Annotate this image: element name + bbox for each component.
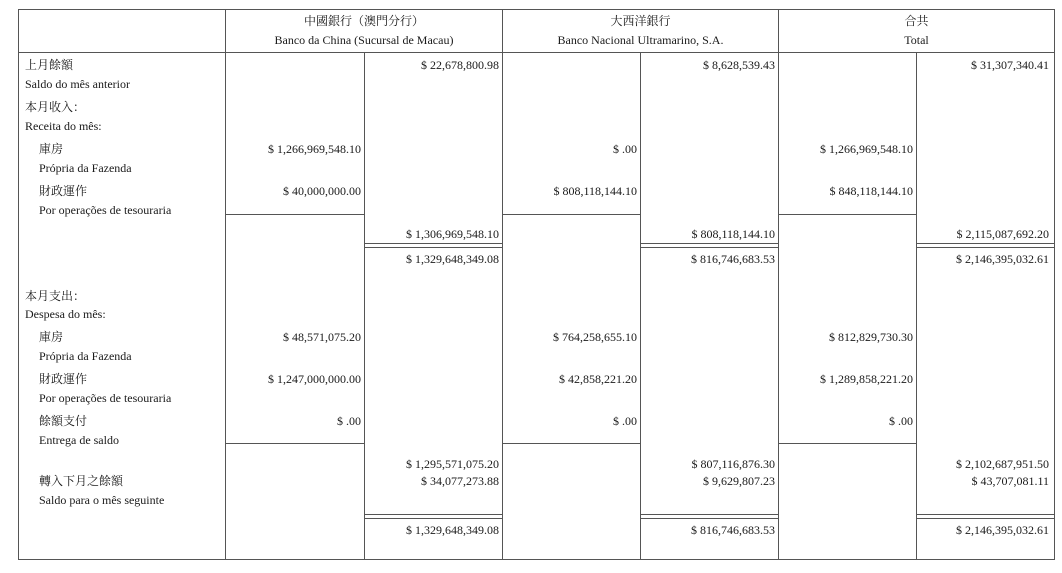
boc-next: $ 34,077,273.88 <box>421 474 499 488</box>
total-rec-dbl-a <box>917 243 1054 244</box>
total-exp-sum: $ 2,102,687,951.50 <box>956 457 1049 471</box>
bnu-grand-dbl-b <box>641 518 778 519</box>
header-bnu-zh: 大西洋銀行 <box>610 14 671 28</box>
total-next: $ 43,707,081.11 <box>971 474 1049 488</box>
label-fazenda2-zh: 庫房 <box>39 330 64 344</box>
label-treasury-pt: Por operações de tesouraria <box>39 203 172 217</box>
boc-exp-treasury: $ 1,247,000,000.00 <box>268 372 361 386</box>
bnu-grand: $ 816,746,683.53 <box>691 523 775 537</box>
label-delivery-zh: 餘額支付 <box>39 414 88 428</box>
bnu-next: $ 9,629,807.23 <box>703 474 775 488</box>
header-boc-zh: 中國銀行（澳門分行） <box>303 14 424 28</box>
boc-rec-fazenda: $ 1,266,969,548.10 <box>268 142 361 156</box>
total-grand: $ 2,146,395,032.61 <box>956 523 1049 537</box>
header-total-zh: 合共 <box>904 14 929 28</box>
boc-rec-treasury: $ 40,000,000.00 <box>283 184 361 198</box>
boc-exp-underline <box>226 443 364 444</box>
bnu-rec-total: $ 816,746,683.53 <box>691 252 775 266</box>
total-rec-total: $ 2,146,395,032.61 <box>956 252 1049 266</box>
label-treasury2-pt: Por operações de tesouraria <box>39 391 172 405</box>
label-next-zh: 轉入下月之餘額 <box>39 474 124 488</box>
label-prev-zh: 上月餘額 <box>25 58 74 72</box>
bottom-border <box>18 559 1055 560</box>
total-grand-dbl-a <box>917 514 1054 515</box>
boc-rec-dbl-a <box>365 243 502 244</box>
label-fazenda-pt: Própria da Fazenda <box>39 161 132 175</box>
total-rec-fazenda: $ 1,266,969,548.10 <box>820 142 913 156</box>
label-fazenda-zh: 庫房 <box>39 142 64 156</box>
bnu-prev: $ 8,628,539.43 <box>703 58 775 72</box>
total-rec-treasury: $ 848,118,144.10 <box>829 184 913 198</box>
right-border <box>1054 9 1055 560</box>
boc-exp-sum: $ 1,295,571,075.20 <box>406 457 499 471</box>
total-prev: $ 31,307,340.41 <box>971 58 1049 72</box>
left-border <box>18 9 19 560</box>
total-exp-delivery: $ .00 <box>889 414 913 428</box>
bnu-exp-underline <box>503 443 640 444</box>
bnu-exp-treasury: $ 42,858,221.20 <box>559 372 637 386</box>
total-rec-sum: $ 2,115,087,692.20 <box>956 227 1049 241</box>
col-divider <box>502 9 503 560</box>
label-treasury-zh: 財政運作 <box>39 184 88 198</box>
bnu-exp-sum: $ 807,116,876.30 <box>691 457 775 471</box>
bnu-exp-fazenda: $ 764,258,655.10 <box>553 330 637 344</box>
boc-rec-dbl-b <box>365 247 502 248</box>
label-receipts-zh: 本月收入： <box>25 100 86 114</box>
total-exp-underline <box>779 443 916 444</box>
bnu-exp-delivery: $ .00 <box>613 414 637 428</box>
boc-grand-dbl-b <box>365 518 502 519</box>
label-expenses-pt: Despesa do mês: <box>25 307 106 321</box>
header-divider <box>18 52 1055 53</box>
bnu-rec-treasury: $ 808,118,144.10 <box>553 184 637 198</box>
label-prev-pt: Saldo do mês anterior <box>25 77 130 91</box>
bnu-rec-fazenda: $ .00 <box>613 142 637 156</box>
col-divider <box>778 9 779 560</box>
header-bnu-pt: Banco Nacional Ultramarino, S.A. <box>557 33 724 47</box>
boc-rec-total: $ 1,329,648,349.08 <box>406 252 499 266</box>
bnu-rec-dbl-a <box>641 243 778 244</box>
total-grand-dbl-b <box>917 518 1054 519</box>
bnu-grand-dbl-a <box>641 514 778 515</box>
top-border <box>18 9 1055 10</box>
bnu-rec-underline <box>503 214 640 215</box>
boc-exp-fazenda: $ 48,571,075.20 <box>283 330 361 344</box>
total-rec-dbl-b <box>917 247 1054 248</box>
total-exp-treasury: $ 1,289,858,221.20 <box>820 372 913 386</box>
label-delivery-pt: Entrega de saldo <box>39 433 119 447</box>
header-total-pt: Total <box>904 33 929 47</box>
label-expenses-zh: 本月支出： <box>25 289 86 303</box>
boc-rec-underline <box>226 214 364 215</box>
boc-grand: $ 1,329,648,349.08 <box>406 523 499 537</box>
label-next-pt: Saldo para o mês seguinte <box>39 493 165 507</box>
bnu-rec-sum: $ 808,118,144.10 <box>691 227 775 241</box>
bnu-rec-dbl-b <box>641 247 778 248</box>
boc-exp-delivery: $ .00 <box>337 414 361 428</box>
label-fazenda2-pt: Própria da Fazenda <box>39 349 132 363</box>
boc-grand-dbl-a <box>365 514 502 515</box>
total-exp-fazenda: $ 812,829,730.30 <box>829 330 913 344</box>
col-divider <box>225 9 226 560</box>
boc-rec-sum: $ 1,306,969,548.10 <box>406 227 499 241</box>
label-treasury2-zh: 財政運作 <box>39 372 88 386</box>
label-receipts-pt: Receita do mês: <box>25 119 102 133</box>
header-boc-pt: Banco da China (Sucursal de Macau) <box>274 33 454 47</box>
total-rec-underline <box>779 214 916 215</box>
boc-prev: $ 22,678,800.98 <box>421 58 499 72</box>
